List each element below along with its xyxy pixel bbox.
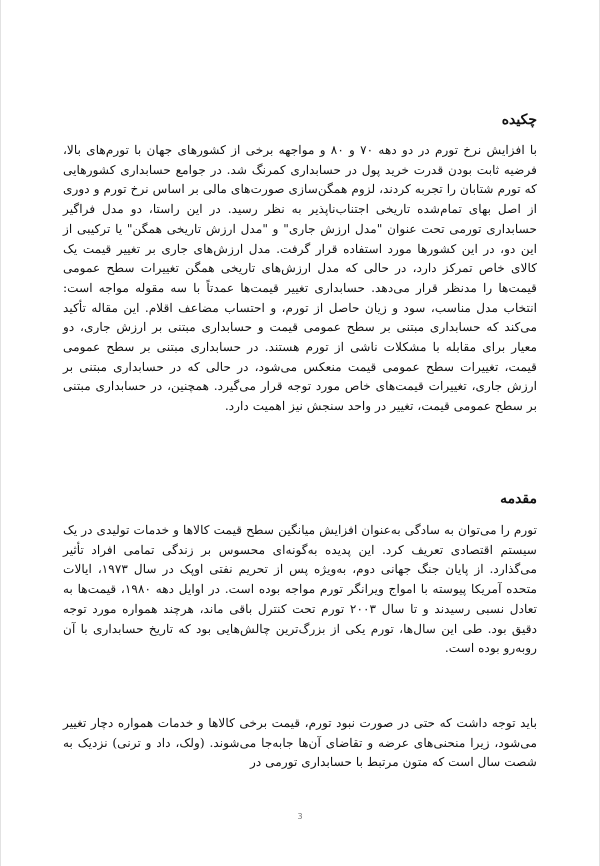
introduction-heading: مقدمه [500,491,537,507]
abstract-heading: چکیده [501,112,537,128]
abstract-paragraph: با افزایش نرخ تورم در دو دهه ۷۰ و ۸۰ و مواجهه برخی از کشورهای جهان با تورم‌های بالا، فرضیه ثابت بودن قدرت خرید پول در حسابداری کمرنگ شد. در جوامع حسابداری کشورهایی که تورم شتابان را تجربه کردند، لزوم همگن‌سازی صورت‌های مالی بر اساس نرخ تورم و دوری از اصل بهای تمام‌شده تاریخی اجتناب‌ناپذیر به نظر رسید. در این راستا، دو مدل فراگیر حسابداری تورمی تحت عنوان "مدل ارزش جاری" و "مدل ارزش تاریخی همگن" یا ترکیبی از این دو، در این کشورها مورد استفاده قرار گرفت. مدل ارزش‌های جاری بر تغییر قیمت یک کالای خاص تمرکز دارد، در حالی که مدل ارزش‌های تاریخی همگن تغییرات سطح عمومی قیمت‌ها را مدنظر قرار می‌دهد. حسابداری تغییر قیمت‌ها عمدتاً با سه مقوله مواجه است: انتخاب مدل مناسب، سود و زیان حاصل از تورم، و احتساب مضاعف اقلام. این مقاله تأکید می‌کند که حسابداری مبتنی بر سطح عمومی قیمت و حسابداری مبتنی بر ارزش جاری، دو معیار برای مقابله با مشکلات ناشی از تورم هستند. در حسابداری مبتنی بر سطح عمومی قیمت، تغییرات سطح عمومی قیمت منعکس می‌شود، در حالی که در حسابداری مبتنی بر ارزش جاری، تغییرات قیمت‌های خاص مورد توجه قرار می‌گیرد. همچنین، در حسابداری مبتنی بر سطح عمومی قیمت، تغییر در واحد سنجش نیز اهمیت دارد. [63,143,538,414]
body-paragraph: باید توجه داشت که حتی در صورت نبود تورم، قیمت برخی کالاها و خدمات همواره دچار تغییر می‌شود، زیرا منحنی‌های عرضه و تقاضای آن‌ها جابه‌جا می‌شوند. (ولک، داد و ترنی) نزدیک به شصت سال است که متون مرتبط با حسابداری تورمی در [63,716,537,770]
abstract-section [63,141,537,417]
introduction-paragraph: تورم را می‌توان به سادگی به‌عنوان افزایش میانگین سطح قیمت کالاها و خدمات تولیدی در یک سیستم اقتصادی تعریف کرد. این پدیده به‌گونه‌ای محسوس بر زندگی تمامی افراد تأثیر می‌گذارد. از پایان جنگ جهانی دوم، به‌ویژه پس از تحریم نفتی اوپک در سال ۱۹۷۳، ایالات متحده آمریکا پیوسته با امواج ویرانگر تورم مواجه بوده است. در اوایل دهه ۱۹۸۰، قیمت‌ها به تعادل نسبی رسیدند و تا سال ۲۰۰۳ تورم تحت کنترل باقی ماند، هرچند همواره مورد توجه دقیق بود. طی این سال‌ها، تورم یکی از بزرگ‌ترین چالش‌هایی بود که تاریخ حسابداری با آن روبه‌رو بوده است. [63,523,537,656]
page-number: 3 [297,812,303,821]
introduction-section [63,521,537,659]
body-section [63,714,537,773]
